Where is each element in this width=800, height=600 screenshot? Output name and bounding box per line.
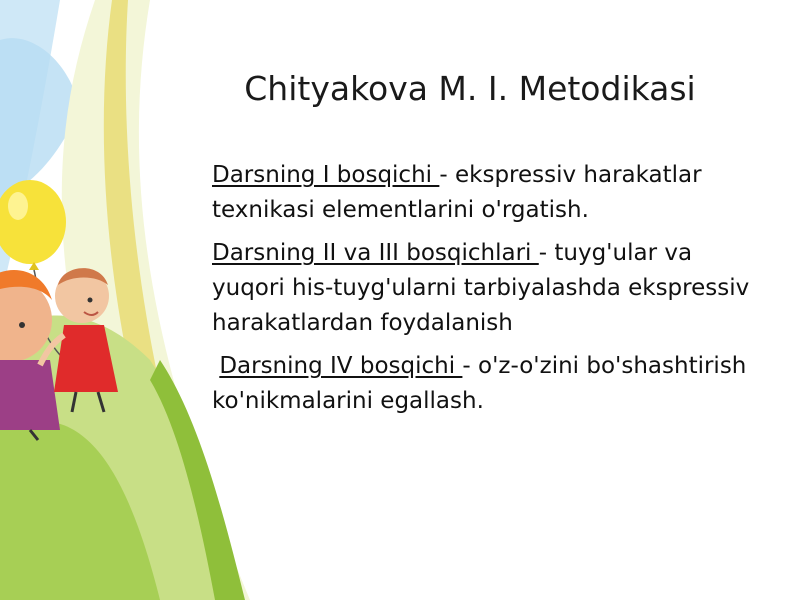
slide-title: Chityakova M. I. Metodikasi [244,69,696,108]
stage-1-paragraph [212,158,752,228]
stage-1-term: Darsning I bosqichi [212,162,440,188]
stage-2-3-term: Darsning II va III bosqichlari [212,240,539,266]
stage-2-3-paragraph [212,236,752,341]
slide-body [212,158,752,427]
stage-1-text: - ekspressiv harakatlar texnikasi elementlarini o'rgatish. [212,162,702,223]
stage-2-3-text: - tuyg'ular va yuqori his-tuyg'ularni tarbiyalashda ekspressiv harakatlardan foydalanish [212,240,750,336]
stage-4-term: Darsning IV bosqichi [219,353,463,379]
stage-4-text: - o'z-o'zini bo'shashtirish ko'nikmalarini egallash. [212,353,747,414]
stage-4-paragraph [212,349,752,419]
